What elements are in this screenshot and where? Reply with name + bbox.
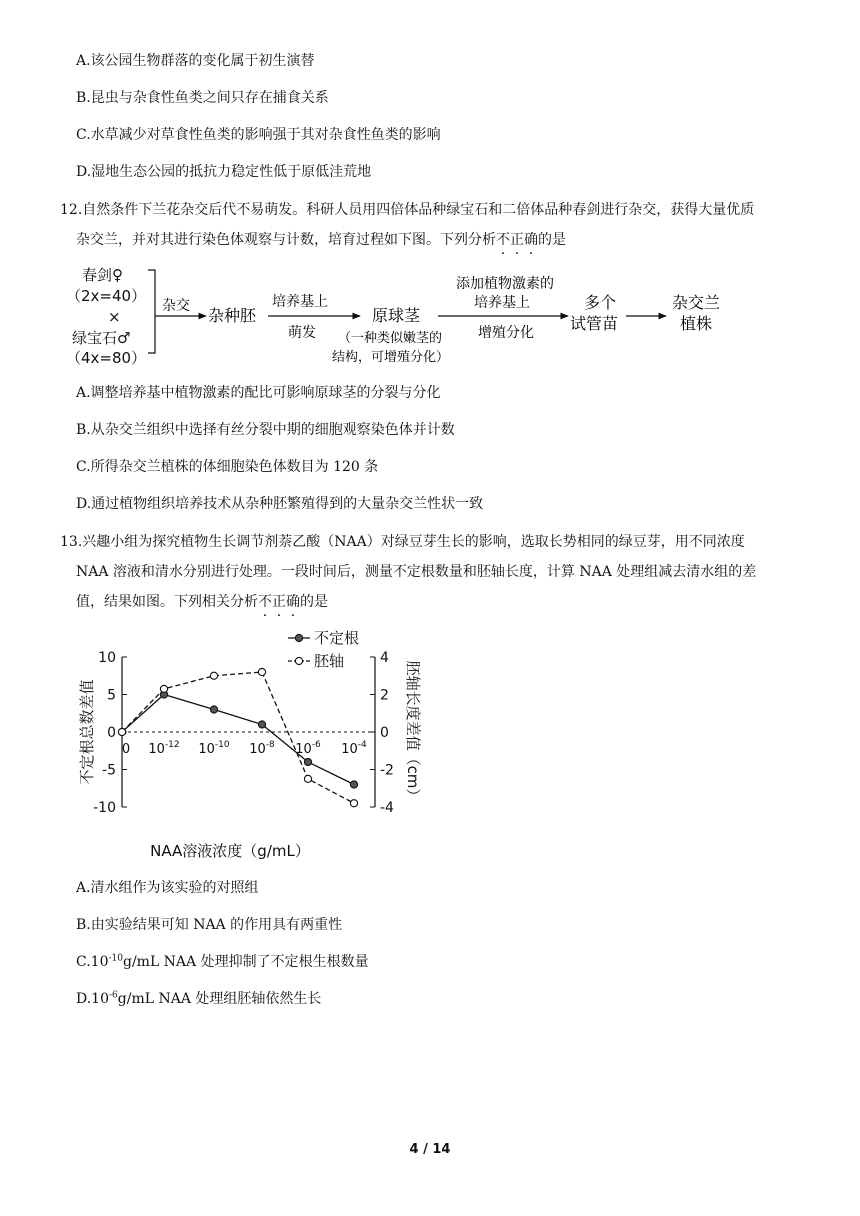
data-point-hypocotyl	[350, 800, 357, 807]
q12-option-b: B.从杂交兰组织中选择有丝分裂中期的细胞观察染色体并计数	[76, 422, 455, 438]
parent2-name: 绿宝石♂	[72, 329, 131, 347]
q11-option-a: A.该公园生物群落的变化属于初生演替	[76, 53, 315, 69]
data-point-roots	[210, 706, 217, 713]
q12-flow-diagram	[60, 258, 740, 372]
naa-line-chart	[70, 620, 430, 865]
emphasis-dot-char: 正	[510, 232, 524, 248]
q13-stem-line3: 值，结果如图。下列相关分析不正确的是	[76, 594, 328, 610]
right-tick-label: -4	[380, 800, 394, 816]
cross-label: 杂交	[162, 298, 190, 314]
left-tick-label: 5	[107, 687, 116, 704]
plb-label: 原球茎	[372, 306, 421, 325]
q13-option-a: A.清水组作为该实验的对照组	[76, 880, 259, 896]
q11-option-d: D.湿地生态公园的抵抗力稳定性低于原低洼荒地	[76, 164, 372, 180]
q13-option-c: $C.10^{-10}g/mL$ NAA 处理抑制了不定根生根数量	[76, 953, 369, 970]
legend-label: 不定根	[314, 629, 360, 647]
cross-symbol: ×	[108, 308, 121, 326]
left-tick-label: -10	[93, 800, 116, 816]
x-axis-title: NAA溶液浓度（g/mL）	[150, 842, 310, 860]
plb-note-line2: 结构，可增殖分化）	[332, 350, 450, 365]
result-label2: 植株	[680, 314, 713, 333]
data-point-roots	[304, 758, 311, 765]
x-tick-label: $10^{-10}$	[198, 740, 230, 757]
cross-bracket	[148, 270, 155, 353]
arrow1-top-label: 培养基上	[272, 294, 328, 310]
plb-note-line1: （一种类似嫩茎的	[338, 331, 443, 346]
emphasis-dot-char: 确	[524, 232, 538, 248]
parent2-ploidy: （4x=80）	[66, 349, 147, 367]
q13-option-b: B.由实验结果可知 NAA 的作用具有两重性	[76, 917, 343, 933]
embryo-label: 杂种胚	[208, 306, 257, 325]
data-point-roots	[350, 781, 357, 788]
right-tick-label: 0	[380, 725, 389, 741]
data-point-hypocotyl	[210, 672, 217, 679]
q12-stem-line1: 12.自然条件下兰花杂交后代不易萌发。科研人员用四倍体品种绿宝石和二倍体品种春剑进行杂交，获得大量优质	[60, 202, 755, 218]
left-tick-label: 0	[107, 725, 116, 741]
arrow2-top-label1: 添加植物激素的	[456, 276, 554, 292]
legend-label: 胚轴	[314, 652, 345, 670]
data-point-hypocotyl	[258, 668, 265, 675]
arrow2-top-label2: 培养基上	[474, 295, 530, 311]
seedlings-label2: 试管苗	[570, 314, 619, 333]
x-tick-label: $10^{-6}$	[295, 740, 321, 757]
parent1-ploidy: （2x=40）	[66, 287, 147, 305]
q12-option-a: A.调整培养基中植物激素的配比可影响原球茎的分裂与分化	[76, 385, 441, 401]
left-tick-label: 10	[98, 650, 116, 666]
left-tick-label: -5	[102, 762, 116, 779]
arrow2-bottom-label: 增殖分化	[478, 325, 534, 341]
result-label1: 杂交兰	[672, 293, 721, 312]
right-tick-label: 4	[380, 650, 389, 666]
x-tick-label: 0	[121, 742, 131, 757]
emphasis-dot-char: 不	[496, 232, 510, 248]
x-tick-label: $10^{-8}$	[249, 740, 275, 757]
x-tick-label: $10^{-12}$	[148, 740, 180, 757]
seedlings-label1: 多个	[584, 293, 617, 312]
data-point-hypocotyl	[118, 728, 125, 735]
arrow1-bottom-label: 萌发	[288, 325, 316, 341]
q11-option-b: B.昆虫与杂食性鱼类之间只存在捕食关系	[76, 90, 329, 106]
legend-marker	[295, 634, 302, 641]
q13-stem-line1: 13.兴趣小组为探究植物生长调节剂萘乙酸（NAA）对绿豆芽生长的影响，选取长势相同的绿豆芽，用不同浓度	[60, 534, 745, 550]
q11-option-c: C.水草减少对草食性鱼类的影响强于其对杂食性鱼类的影响	[76, 127, 441, 143]
emphasis-dot-char: 不	[258, 594, 272, 610]
legend-marker	[295, 657, 302, 664]
q13-option-d: $D.10^{-6}g/mL$ NAA 处理组胚轴依然生长	[76, 990, 322, 1007]
right-tick-label: 2	[380, 687, 389, 704]
q12-stem-line2: 杂交兰，并对其进行染色体观察与计数，培育过程如下图。下列分析不正确的是	[76, 232, 566, 248]
q12-option-c: C.所得杂交兰植株的体细胞染色体数目为 120 条	[76, 459, 379, 475]
right-tick-label: -2	[380, 762, 394, 779]
emphasis-dot-char: 确	[286, 594, 300, 610]
left-axis-title: 不定根总数差值	[78, 679, 96, 785]
parent1-name: 春剑♀	[82, 266, 123, 284]
data-point-hypocotyl	[304, 775, 311, 782]
q13-stem-line2: NAA 溶液和清水分别进行处理。一段时间后，测量不定根数量和胚轴长度，计算 NAA 处理组减去清水组的差	[76, 564, 757, 580]
right-axis-title: 胚轴长度差值（cm）	[404, 660, 422, 804]
data-point-roots	[258, 721, 265, 728]
x-tick-label: $10^{-4}$	[341, 740, 367, 757]
page-number: 4 / 14	[409, 1142, 451, 1157]
series-line-hypocotyl	[122, 672, 354, 803]
q12-option-d: D.通过植物组织培养技术从杂种胚繁殖得到的大量杂交兰性状一致	[76, 496, 484, 512]
emphasis-dot-char: 正	[272, 594, 286, 610]
data-point-hypocotyl	[160, 685, 167, 692]
